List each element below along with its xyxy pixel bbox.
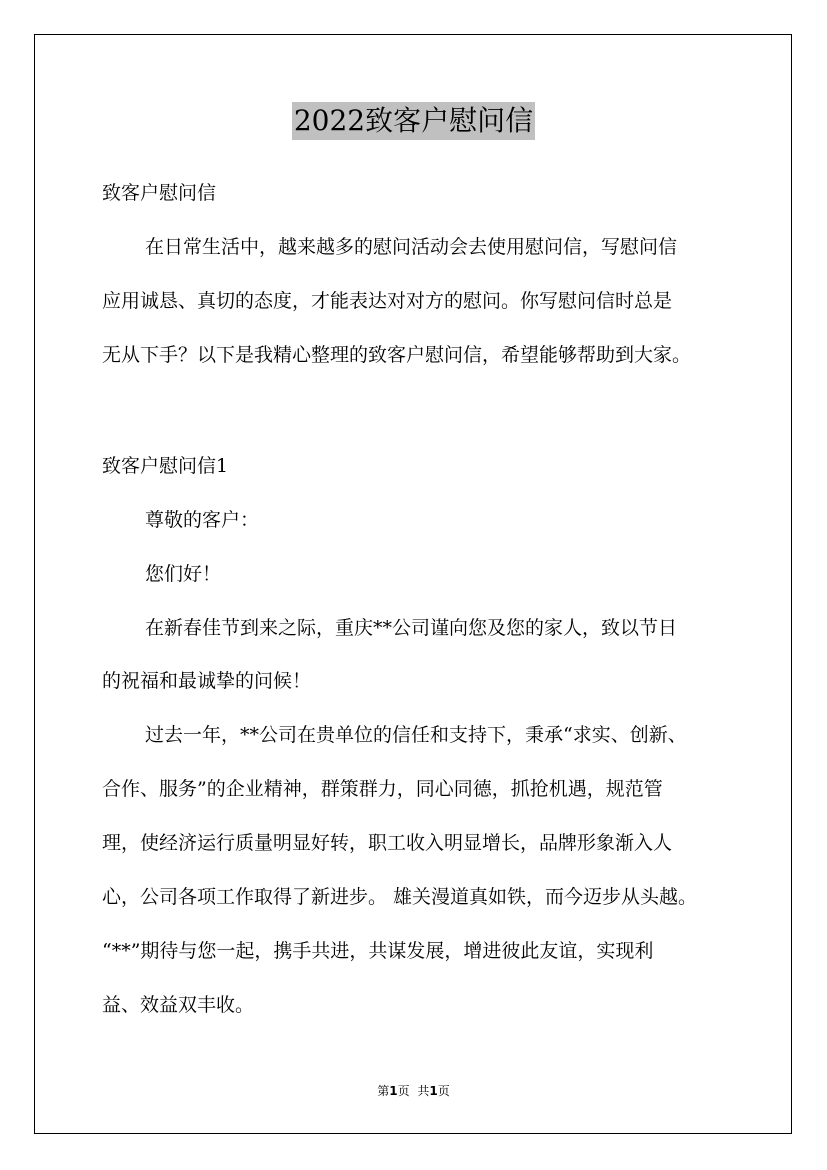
footer-page-prefix: 第 — [377, 1084, 390, 1098]
footer-total-number: 1 — [429, 1084, 438, 1098]
para1-line-1: 在新春佳节到来之际，重庆**公司谨向您及您的家人，致以节日 — [145, 617, 678, 639]
footer-page-number: 1 — [389, 1084, 398, 1098]
para2-line-1: 过去一年，**公司在贵单位的信任和支持下，秉承“求实、创新、 — [145, 724, 687, 746]
intro-line-2: 应用诚恳、真切的态度，才能表达对对方的慰问。你写慰问信时总是 — [102, 290, 673, 312]
intro-heading: 致客户慰问信 — [102, 182, 217, 204]
footer-page-suffix: 页 — [397, 1084, 410, 1098]
intro-line-3: 无从下手？以下是我精心整理的致客户慰问信，希望能够帮助到大家。 — [102, 344, 692, 366]
page-footer — [0, 1083, 827, 1099]
para1-line-2: 的祝福和最诚挚的问候！ — [102, 670, 312, 692]
salutation: 尊敬的客户： — [145, 509, 260, 531]
para2-line-6: 益、效益双丰收。 — [102, 994, 255, 1016]
para2-line-5: “**”期待与您一起，携手共进，共谋发展，增进彼此友谊，实现利 — [102, 940, 654, 962]
document-title: 2022致客户慰问信 — [292, 102, 535, 140]
footer-total-suffix: 页 — [437, 1084, 450, 1098]
intro-line-1: 在日常生活中，越来越多的慰问活动会去使用慰问信，写慰问信 — [145, 236, 678, 258]
para2-line-2: 合作、服务”的企业精神，群策群力，同心同德，抓抢机遇，规范管 — [102, 778, 663, 800]
greeting: 您们好！ — [145, 563, 222, 585]
letter-heading: 致客户慰问信1 — [102, 455, 229, 477]
para2-line-4: 心，公司各项工作取得了新进步。 雄关漫道真如铁，而今迈步从头越。 — [102, 886, 698, 908]
footer-total-prefix: 共 — [417, 1084, 430, 1098]
title-container — [0, 102, 827, 140]
para2-line-3: 理，使经济运行质量明显好转，职工收入明显增长，品牌形象渐入人 — [102, 832, 673, 854]
